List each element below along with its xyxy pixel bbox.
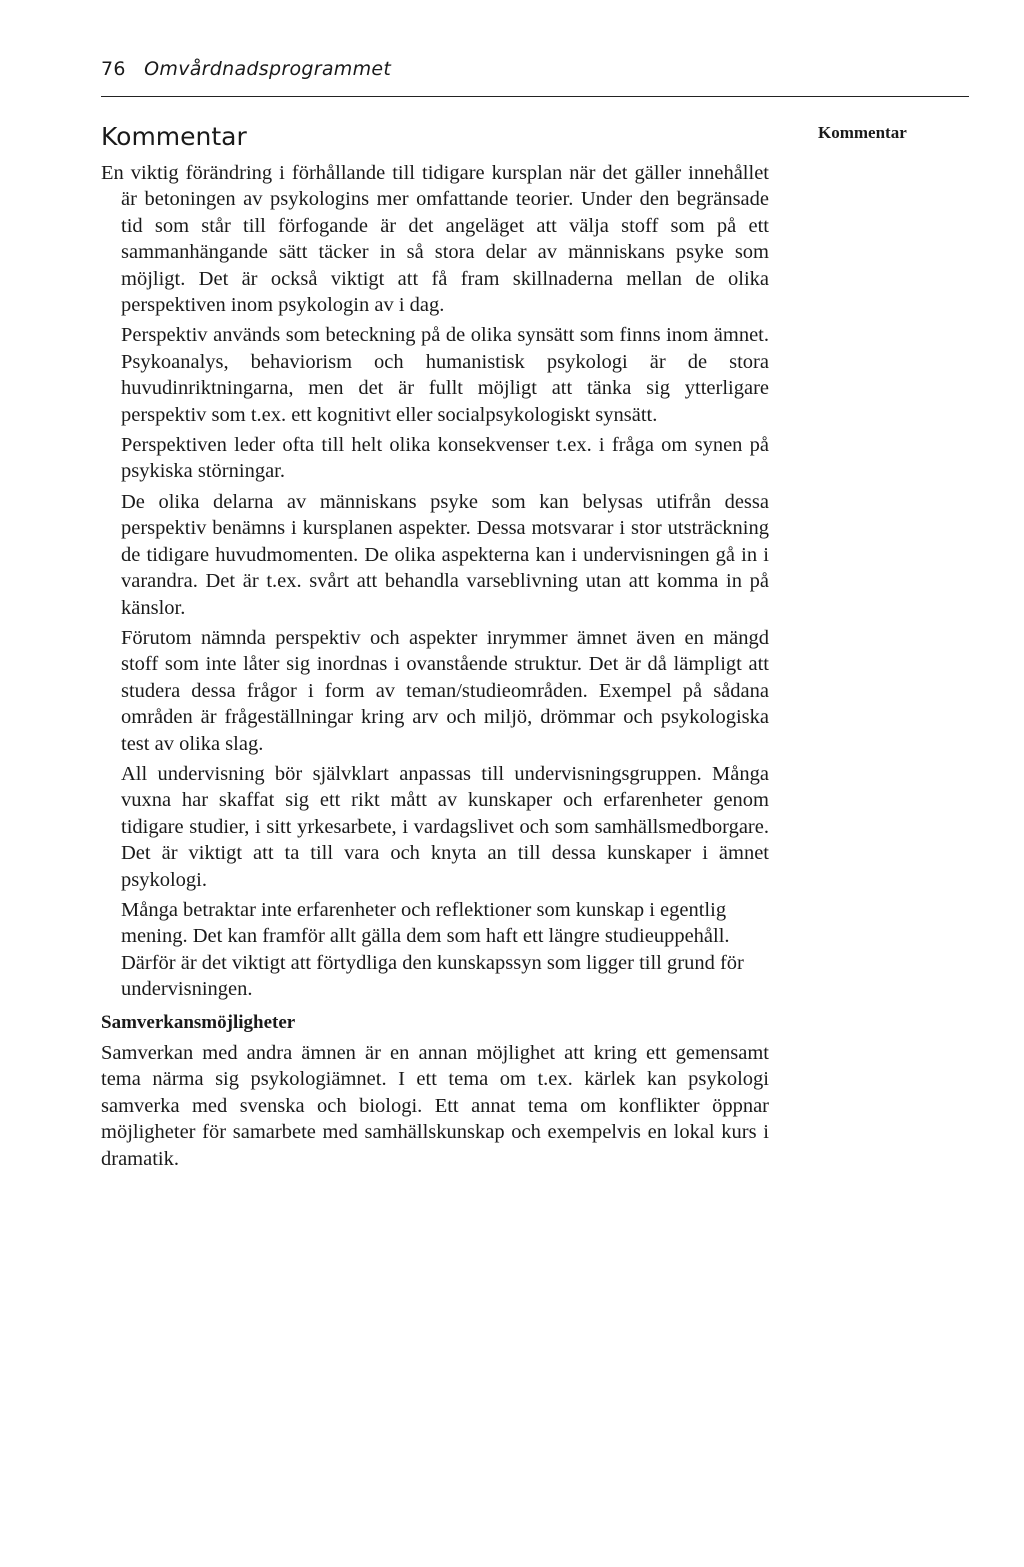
paragraph: Samverkan med andra ämnen är en annan möjlighet att kring ett gemensamt tema närma sig psykologiämnet. I ett tema om t.ex. kärlek kan psykologi samverka med svenska och biologi. Ett annat tema om konflikter öppnar möjligheter för samarbete med samhällskunskap och exempelvis en lokal kurs i dramatik.	[101, 1042, 769, 1170]
paragraph: All undervisning bör självklart anpassas till undervisningsgruppen. Många vuxna har skaffat sig ett rikt mått av kunskaper och erfarenheter genom tidigare studier, i sitt yrkesarbete, i vardagslivet och som samhällsmedborgare. Det är viktigt att ta till vara och knyta an till dessa kunskaper i ämnet psykologi.	[121, 762, 769, 891]
subsection-heading: Samverkansmöjligheter	[101, 1012, 296, 1033]
paragraph: Perspektiven leder ofta till helt olika konsekvenser t.ex. i fråga om synen på psykiska störningar.	[121, 434, 769, 483]
paragraph: Perspektiv används som beteckning på de olika synsätt som finns inom ämnet. Psykoanalys, behaviorism och humanistisk psykologi är de stora huvudinriktningarna, men det är fullt möjligt att tänka sig ytterligare perspektiv som t.ex. ett kognitivt eller socialpsykologiskt synsätt.	[121, 324, 769, 426]
paragraph: Förutom nämnda perspektiv och aspekter inrymmer ämnet även en mängd stoff som inte låter sig inordnas i ovanstående struktur. Det är då lämpligt att studera dessa frågor i form av teman/studieområden. Exempel på sådana områden är frågeställningar kring arv och miljö, drömmar och psykologiska test av olika slag.	[121, 626, 769, 755]
header-rule	[101, 96, 969, 97]
margin-note: Kommentar	[818, 123, 907, 142]
paragraph: Många betraktar inte erfarenheter och reflektioner som kunskap i egentlig mening. Det kan framför allt gälla dem som haft ett längre studieuppehåll. Därför är det viktigt att förtydliga den kunskapssyn som ligger till grund för undervisningen.	[121, 898, 744, 1001]
running-title: Omvårdnadsprogrammet	[144, 58, 392, 80]
paragraph: De olika delarna av människans psyke som kan belysas utifrån dessa perspektiv benämns i kursplanen aspekter. Dessa motsvarar i stor utsträckning de tidigare huvudmomenten. De olika aspekterna kan i undervisningen gå in i varandra. Det är t.ex. svårt att behandla varseblivning utan att komma in på känslor.	[121, 490, 769, 619]
section-heading: Kommentar	[101, 122, 247, 151]
page-number: 76	[101, 58, 126, 80]
paragraph: En viktig förändring i förhållande till tidigare kursplan när det gäller innehållet är betoningen av psykologins mer omfattande teorier. Under den begränsade tid som står till förfogande är det angeläget att välja stoff som på ett sammanhängande sätt täcker in så stora delar av människans psyke som möjligt. Det är också viktigt att få fram skillnaderna mellan de olika perspektiven inom psykologin av i dag.	[101, 162, 769, 317]
running-header	[101, 58, 969, 92]
section-body	[101, 160, 769, 1007]
subsection-body	[101, 1040, 769, 1172]
